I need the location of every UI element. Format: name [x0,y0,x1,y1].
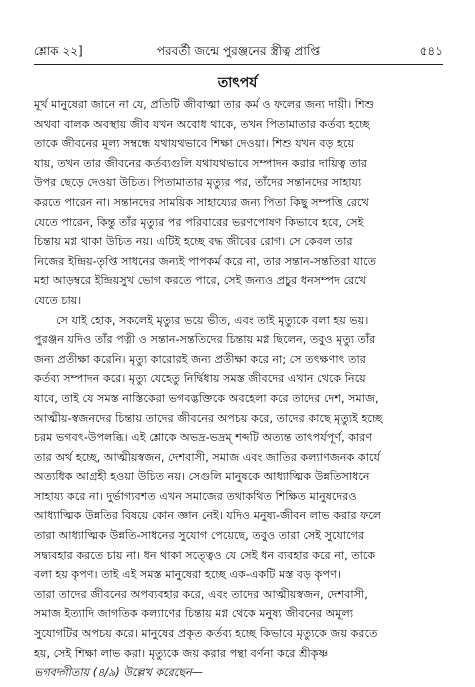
text-line: আত্মীয়-স্বজনদের চিন্তায় তাদের জীবনের অপচয় করে, তাদের কাছে মৃত্যুই হচ্ছে [34,411,383,425]
text-line: উপর ছেড়ে দেওয়া উচিত। পিতামাতার মৃত্যুর পর, তাঁদের সন্তানদের সাহায্য [34,176,362,190]
purport-text [34,95,446,683]
text-line: হয়, সেই শিক্ষা লাভ করা। মৃত্যুকে জয় করার পন্থা বর্ণনা করে শ্রীকৃষ্ণ [34,646,329,660]
text-line: যেতে চায়। [34,293,82,307]
text-line: নিজের ইন্দ্রিয়-তৃপ্তি সাধনের জন্যই পাপকর্ম করে না, তার সন্তান-সন্ততিরা যাতে [34,254,376,268]
text-line: যায়, তখন তার জীবনের কর্তব্যগুলি যথাযথভাবে সম্পাদন করার দায়িত্ব তার [34,156,368,170]
text-line: চিন্তায় মগ্ন থাকা উচিত নয়। এটিই হচ্ছে বদ্ধ জীবের রোগ। সে কেবল তার [34,235,353,249]
text-line: চরম ভগবৎ-উপলব্ধি। এই শ্লোকে অভদ্র-ভদ্রম্ শব্দটি অত্যন্ত তাৎপর্যপূর্ণ, কারণ [34,431,373,445]
text-line: তাকে জীবনের মূল্য সম্বন্ধে যথাযথভাবে শিক্ষা দেওয়া। শিশু যখন বড় হয়ে [34,137,355,151]
text-line: সুযোগটির অপচয় করে। মানুষের প্রকৃত কর্তব্য হচ্ছে কিভাবে মৃত্যুকে জয় করতে [34,627,378,641]
text-line: মহা আড়ম্বরে ইন্দ্রিয়সুখ ভোগ করতে পারে, সেই জন্যও প্রচুর ধনসম্পদ রেখে [34,274,367,288]
text-line: সমাজ ইত্যাদি জাগতিক কল্যাণের চিন্তায় মগ্ন থেকে মনুষ্য জীবনের অমূল্য [34,607,354,621]
text-line: মূর্খ মানুষেরা জানে না যে, প্রতিটি জীবাত্মা তার কর্ম ও ফলের জন্য দায়ী। শিশু [34,98,375,111]
text-line: অথবা বালক অবস্থায় জীব যখন অবোধ থাকে, তখন পিতামাতার কর্তব্য হচ্ছে [34,117,370,131]
text-line: তারা তাদের জীবনের অপব্যবহার করে, এবং তাদের আত্মীয়স্বজন, দেশবাসী, [34,587,368,601]
section-title: তাৎপর্য [217,75,258,91]
text-line: তারা আধ্যাত্মিক উন্নতি-সাধনের সুযোগ পেয়েছে, তবুও তারা সেই সুযোগের [34,529,365,543]
text-line: জন্য প্রতীক্ষা করেনি। মৃত্যু কারোরই জন্য প্রতীক্ষা করে না; সে তৎক্ষণাৎ তার [34,352,366,366]
scripture-reference-line: ভগবদ্গীতায় (৪/৯) উল্লেখ করেছেন— [34,666,203,680]
text-line: যেতে পারেন, কিন্তু তাঁর মৃত্যুর পর পরিবারের ভরণপোষণ কিভাবে হবে, সেই [34,215,364,229]
text-line: করতে পারেন না। সন্তানদের সাময়িক সাহায্যের জন্য পিতা কিছু সম্পত্তি রেখে [34,195,369,209]
text-line: তার অর্থ হচ্ছে, আত্মীয়স্বজন, দেশবাসী, সমাজ এবং জাতির কল্যাণজনক কার্যে [34,450,380,464]
chapter-title: পরবর্তী জন্মে পুরঞ্জনের স্ত্রীত্ব প্রাপ্তি [156,44,321,58]
text-line: সদ্ব্যবহার করতে চায় না। ধন থাকা সত্ত্বেও যে সেই ধন ব্যবহার করে না, তাকে [34,548,376,562]
verse-reference: শ্লোক ২২] [34,44,83,58]
text-line: আধ্যাত্মিক উন্নতির বিষয়ে কোন জ্ঞান নেই। যদিও মনুষ্য-জীবন লাভ করার ফলে [34,509,382,523]
page-number: ৫৪১ [419,44,443,58]
text-line: বলা হয় কৃপণ। তাই এই সমস্ত মানুষেরা হচ্ছে এক-একটি মস্ত বড় কৃপণ। [34,568,341,582]
paragraph-start-line: সে যাই হোক, সকলেই মৃত্যুর ভয়ে ভীত, এবং তাই মৃত্যুকে বলা হয় ভয়। [56,313,369,327]
text-line: পুরঞ্জন যদিও তাঁর পত্নী ও সন্তান-সন্ততিদের চিন্তায় মগ্ন ছিলেন, তবুও মৃত্যু তাঁর [34,333,376,347]
text-line: অত্যধিক আগ্রহী হওয়া উচিত নয়। সেগুলি মানুষকে আধ্যাত্মিক উন্নতিসাধনে [34,470,370,484]
text-line: যাবে, তাই যে সমস্ত নাস্তিকেরা ভগবদ্ভক্তিকে অবহেলা করে তাদের দেশ, সমাজ, [34,391,379,405]
running-header [34,42,443,65]
text-line: সাহায্য করে না। দুর্ভাগ্যবশত এখন সমাজের তথাকথিত শিক্ষিত মানুষদেরও [34,489,357,503]
text-line: কর্তব্য সম্পাদন করে। মৃত্যু যেহেতু নির্দ্বিধায় সমস্ত জীবদের এখান থেকে নিয়ে [34,372,366,386]
